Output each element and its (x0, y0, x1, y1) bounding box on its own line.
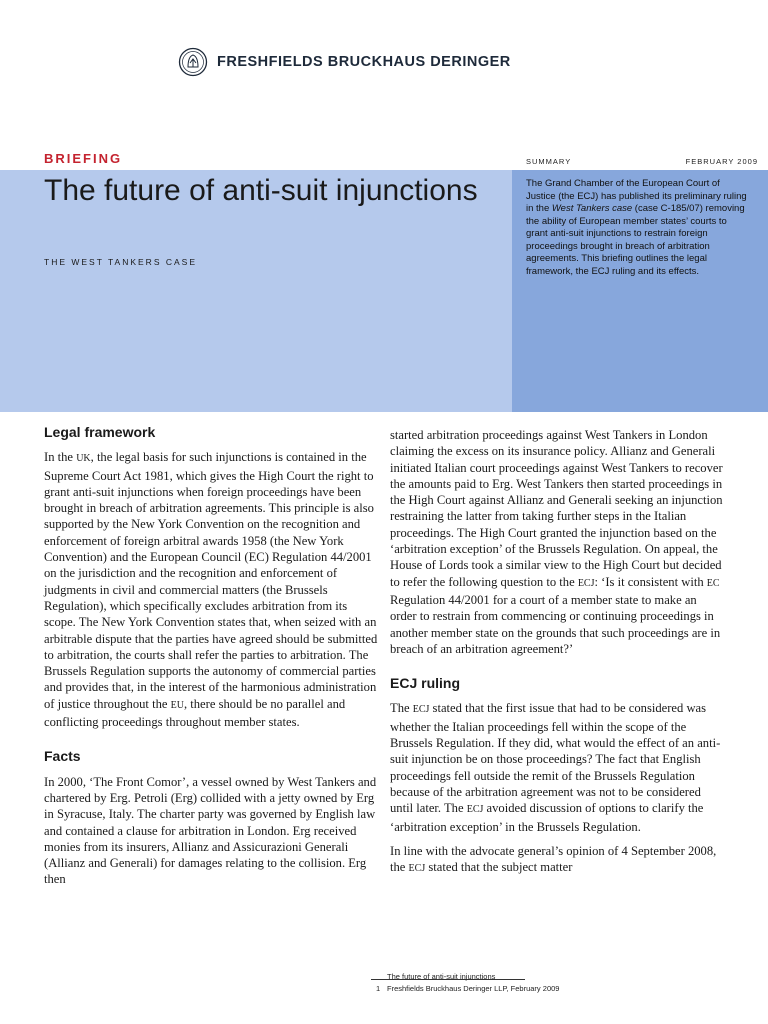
heading-facts: Facts (44, 748, 81, 765)
publication-date: FEBRUARY 2009 (685, 157, 758, 166)
heading-legal-framework: Legal framework (44, 424, 156, 440)
brand-logo (178, 45, 511, 79)
heading-ecj-ruling: ECJ ruling (390, 675, 461, 692)
footer-title: The future of anti-suit injunctions (387, 972, 496, 981)
summary-text: The Grand Chamber of the European Court of Justice (the ECJ) has published its preliminary ruling in the West Tankers case (case C-185/07) removing the ability of European member states’ courts to grant anti-suit injunctions to restrain foreign proceedings brought in breach of arbitration agreements. This briefing outlines the legal framework, the ECJ ruling and its effects. (526, 178, 747, 277)
brand-name: FRESHFIELDS BRUCKHAUS DERINGER (217, 54, 511, 70)
summary-label: SUMMARY (526, 157, 572, 166)
column-left (44, 424, 378, 896)
page-title: The future of anti-suit injunctions (44, 174, 478, 207)
paragraph-ecj-ruling-1: The ECJ stated that the first issue that had to be considered was whether the Italian proceedings fell within the scope of the Brussels Regulation. If they did, what would the effect of an anti-suit injunction be on those proceedings? The fact that English proceedings fell outside the remit of the Brussels Regulation because of the arbitration agreement was not to be considered until later. The ECJ avoided discussion of options to clarify the ‘arbitration exception’ in the Brussels Regulation. (390, 701, 721, 834)
document-category: BRIEFING (44, 151, 123, 166)
paragraph-legal-framework: In the UK, the legal basis for such injunctions is contained in the Supreme Court Act 1981, which gives the High Court the right to grant anti-suit injunctions when foreign proceedings have been brought in breach of arbitration agreements. This principle is also supported by the New York Convention on the recognition and enforcement of foreign arbitral awards 1958 (the New York Convention) and the European Council (EC) Regulation 44/2001 on the jurisdiction and the recognition and enforcement of judgments in civil and commercial matters (the Brussels Regulation), which specifically excludes arbitration from its scope. The New York Convention states that, when seized with an arbitrable dispute that the parties have agreed should be submitted to arbitration, the courts shall refer the parties to arbitration. The Brussels Regulation supports the autonomy of commercial parties and provides that, in the interest of the harmonious administration of justice throughout the EU, there should be no parallel and conflicting proceedings throughout member states. (44, 450, 378, 730)
paragraph-facts: In 2000, ‘The Front Comor’, a vessel owned by West Tankers and chartered by Erg. Petroli (Erg) collided with a jetty owned by Erg in Syracuse, Italy. The charter party was governed by English law and contained a clause for arbitration in London. Erg received monies from its insurers, Allianz and Assicurazioni Generali (Allianz and Generali) for damages relating to the collision. Erg then (44, 774, 377, 887)
footer-rule (371, 979, 525, 980)
case-name: West Tankers case (551, 203, 633, 214)
footer-copyright: Freshfields Bruckhaus Deringer LLP, February 2009 (387, 984, 560, 993)
crest-icon (178, 47, 208, 77)
page-number: 1 (376, 984, 381, 993)
paragraph-ecj-ruling-2: In line with the advocate general’s opinion of 4 September 2008, the ECJ stated that the subject matter (390, 843, 717, 875)
paragraph-facts-continued: started arbitration proceedings against West Tankers in London claiming the excess on its insurance policy. Allianz and Generali initiated Italian court proceedings against West Tankers to recover the amounts paid to Erg. West Tankers then started proceedings in the High Court against Allianz and Generali seeking an injunction restraining the latter from taking further steps in the Italian proceedings. The High Court granted the injunction based on the ‘arbitration exception’ of the Brussels Regulation. On appeal, the House of Lords took a similar view to the High Court but decided to refer the following question to the ECJ: ‘Is it consistent with EC Regulation 44/2001 for a court of a member state to make an order to restrain from commencing or continuing proceedings in another member state on the grounds that such proceedings are in breach of an arbitration agreement?’ (390, 428, 723, 656)
column-right (390, 427, 724, 885)
page-subtitle: THE WEST TANKERS CASE (44, 257, 197, 267)
